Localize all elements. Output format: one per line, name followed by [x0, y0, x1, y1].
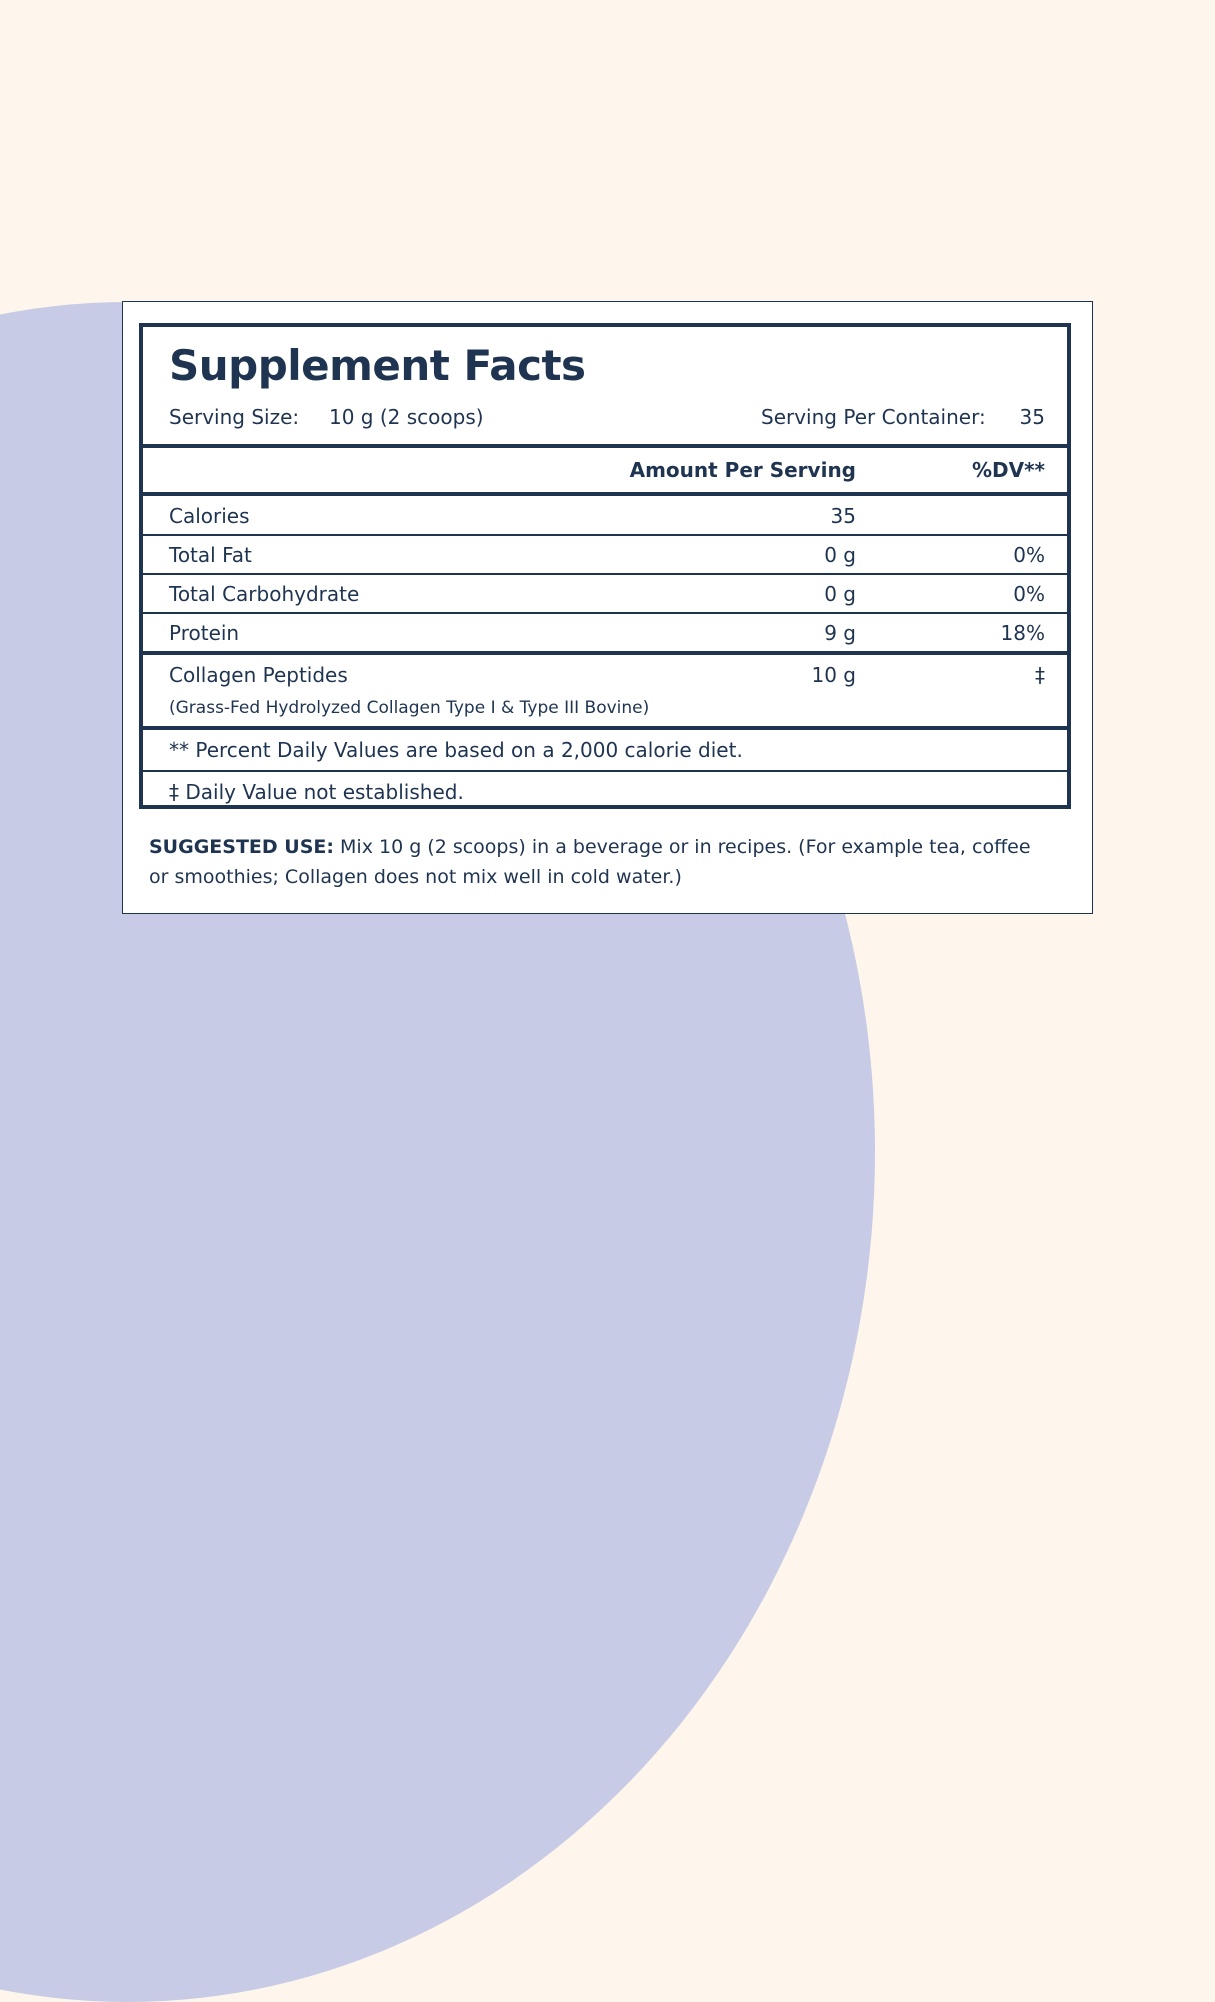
page-title: Supplement Facts [169, 341, 586, 390]
suggested-use-text: Mix 10 g (2 scoops) in a beverage or in recipes. (For example tea, coffee or smoothies; Collagen does not mix well in cold water.) [149, 836, 1031, 888]
amount-per-serving-header: Amount Per Serving [629, 458, 856, 482]
divider [139, 805, 1071, 809]
divider [143, 612, 1067, 614]
nutrient-name: Protein [169, 621, 240, 645]
nutrient-dv: 0% [1013, 582, 1045, 606]
serving-size-label: Serving Size: [169, 405, 300, 429]
nutrient-dv: ‡ [1035, 663, 1045, 687]
nutrient-name: Calories [169, 504, 250, 528]
nutrient-dv: 18% [1000, 621, 1045, 645]
nutrient-amount: 9 g [824, 621, 856, 645]
supplement-facts-card [122, 301, 1093, 914]
divider [143, 726, 1067, 730]
nutrient-amount: 0 g [824, 543, 856, 567]
nutrient-amount: 10 g [811, 663, 856, 687]
suggested-use-label: SUGGESTED USE: [149, 836, 334, 858]
nutrient-dv: 0% [1013, 543, 1045, 567]
servings-per-container-label: Serving Per Container: [761, 405, 986, 429]
suggested-use [149, 832, 1049, 892]
servings-per-container-value: 35 [1019, 405, 1045, 429]
nutrient-name: Total Carbohydrate [169, 582, 360, 606]
divider [143, 651, 1067, 655]
nutrient-subtext: (Grass-Fed Hydrolyzed Collagen Type I & Type III Bovine) [169, 698, 650, 718]
divider [143, 770, 1067, 772]
nutrient-name: Collagen Peptides [169, 663, 348, 687]
divider [143, 444, 1067, 448]
nutrient-name: Total Fat [169, 543, 252, 567]
supplement-facts-panel [139, 323, 1071, 805]
serving-size-value: 10 g (2 scoops) [329, 405, 484, 429]
daily-value-header: %DV** [971, 458, 1045, 482]
divider [143, 573, 1067, 575]
nutrient-amount: 35 [830, 504, 856, 528]
nutrient-amount: 0 g [824, 582, 856, 606]
divider [143, 534, 1067, 536]
footnote: ‡ Daily Value not established. [169, 780, 464, 804]
divider [143, 492, 1067, 496]
footnote: ** Percent Daily Values are based on a 2,000 calorie diet. [169, 738, 743, 762]
